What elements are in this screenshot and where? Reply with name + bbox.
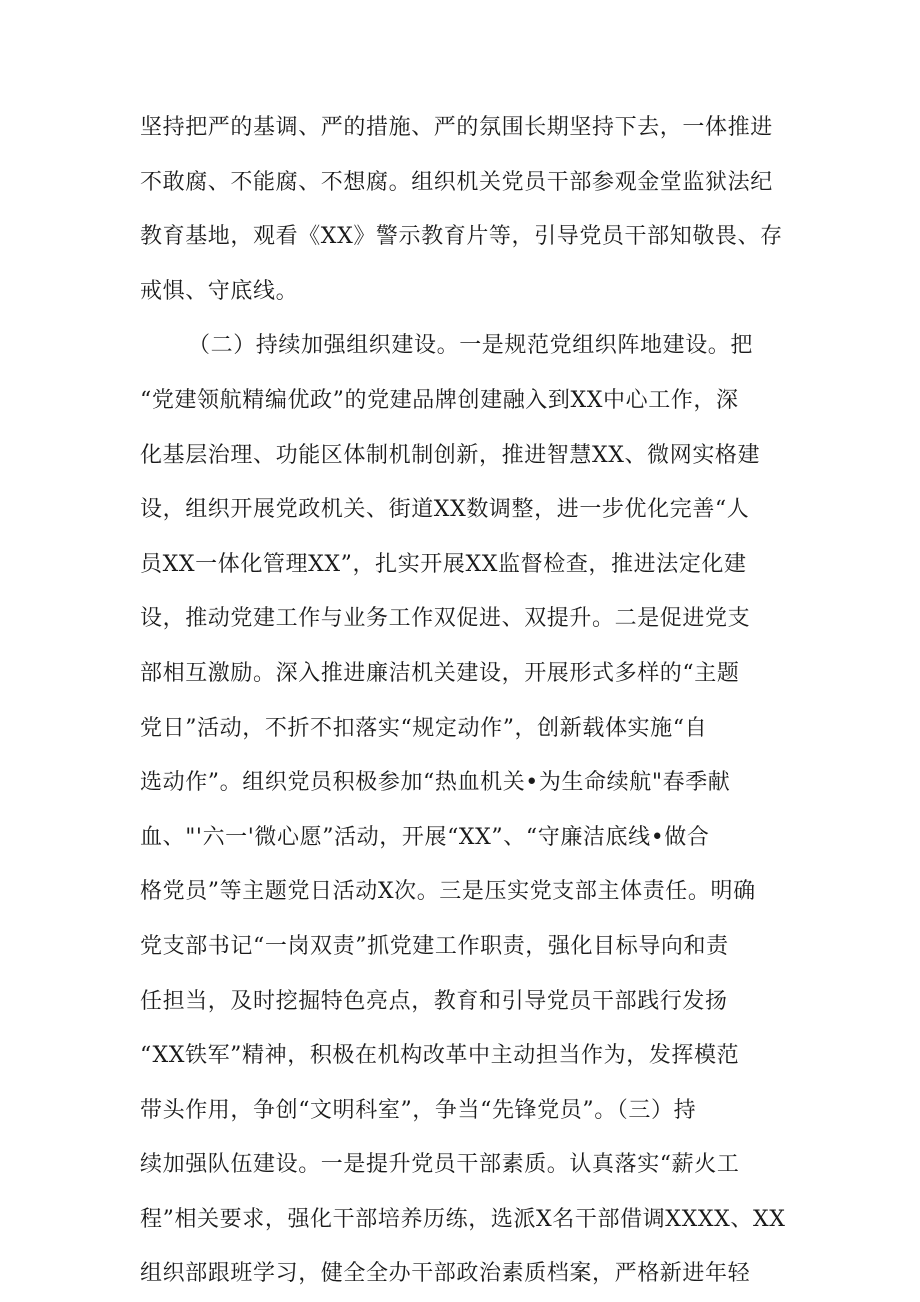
text-line: 设，组织开展党政机关、街道XX数调整，进一步优化完善“人 xyxy=(140,497,750,523)
text-line: 党日”活动，不折不扣落实“规定动作”，创新载体实施“自 xyxy=(140,715,708,741)
text-line: 续加强队伍建设。一是提升党员干部素质。认真落实“薪火工 xyxy=(140,1152,740,1178)
text-line: 教育基地，观看《XX》警示教育片等，引导党员干部知敬畏、存 xyxy=(140,224,783,250)
text-line: 任担当，及时挖掘特色亮点，教育和引导党员干部践行发扬 xyxy=(140,988,728,1014)
text-line: 组织部跟班学习，健全全办干部政治素质档案，严格新进年轻 xyxy=(140,1261,751,1287)
text-line: 部相互激励。深入推进廉洁机关建设，开展形式多样的“主题 xyxy=(140,660,740,686)
section-heading-line: （二）持续加强组织建设。一是规范党组织阵地建设。把 xyxy=(188,333,754,359)
text-line: 血、"'六一'微心愿”活动，开展“XX”、“守廉洁底线•做合 xyxy=(140,824,710,850)
text-line: 带头作用，争创“文明科室”，争当“先锋党员”。（三）持 xyxy=(140,1097,697,1123)
text-line: “XX铁军”精神，积极在机构改革中主动担当作为，发挥模范 xyxy=(140,1043,740,1069)
text-line: 坚持把严的基调、严的措施、严的氛围长期坚持下去，一体推进 xyxy=(140,115,773,140)
text-line: 选动作”。组织党员积极参加“热血机关•为生命续航"春季献 xyxy=(140,770,731,796)
text-line: 设，推动党建工作与业务工作双促进、双提升。二是促进党支 xyxy=(140,606,751,632)
text-line: “党建领航精编优政”的党建品牌创建融入到XX中心工作，深 xyxy=(140,387,739,413)
text-line: 化基层治理、功能区体制机制创新，推进智慧XX、微网实格建 xyxy=(140,442,761,468)
text-line: 员XX一体化管理XX”，扎实开展XX监督检查，推进法定化建 xyxy=(140,551,747,577)
text-line: 格党员”等主题党日活动X次。三是压实党支部主体责任。明确 xyxy=(140,879,756,905)
text-line: 党支部书记“一岗双责”抓党建工作职责，强化目标导向和责 xyxy=(140,933,729,959)
text-line: 不敢腐、不能腐、不想腐。组织机关党员干部参观金堂监狱法纪 xyxy=(140,169,773,195)
body-text xyxy=(140,101,790,1302)
text-line: 程”相关要求，强化干部培养历练，选派X名干部借调XXXX、XX xyxy=(140,1206,786,1232)
text-line: 戒惧、守底线。 xyxy=(140,278,299,304)
